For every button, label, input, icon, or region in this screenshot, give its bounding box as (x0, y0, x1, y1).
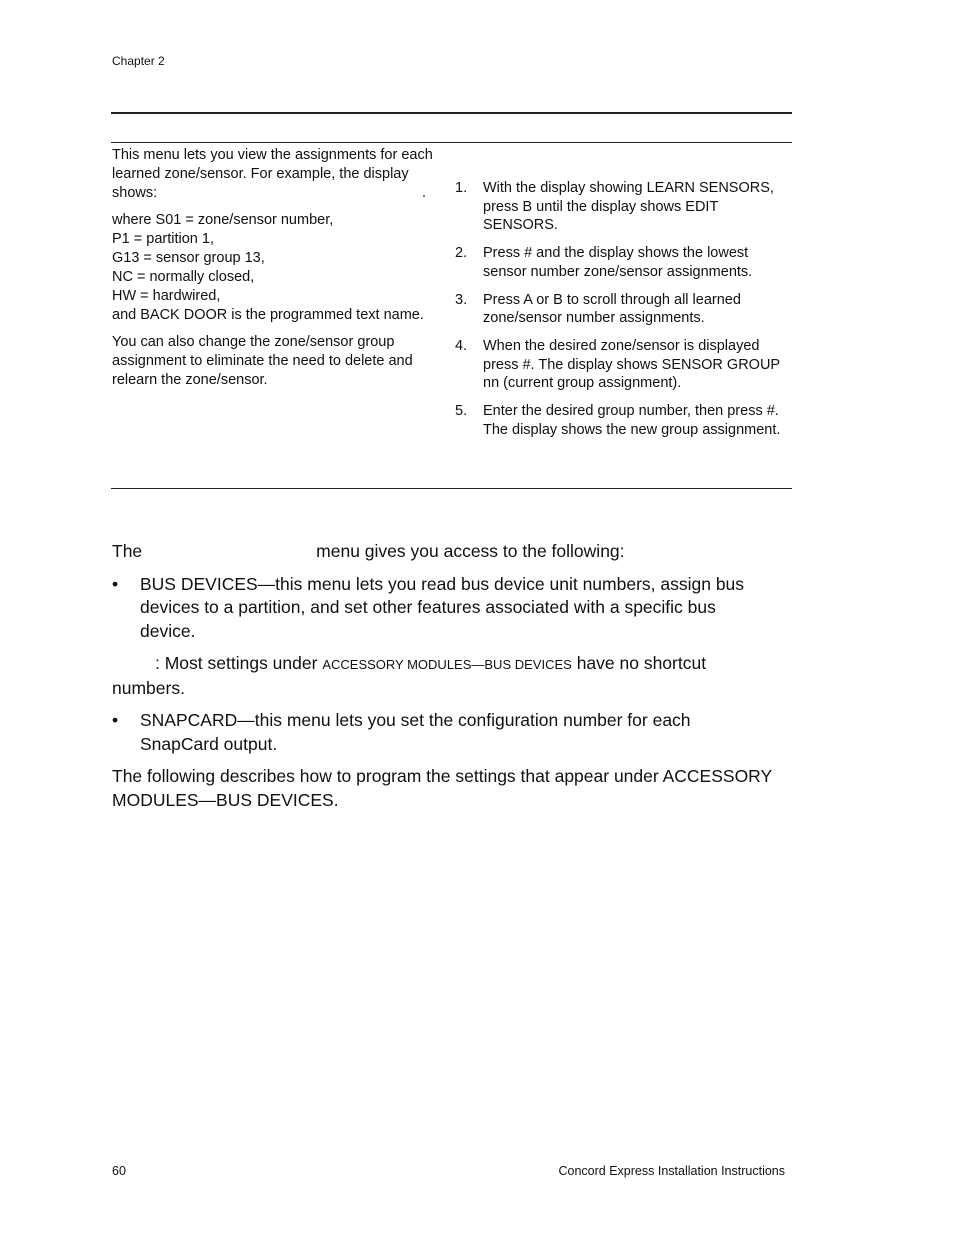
note-paragraph (112, 652, 772, 700)
lead-end: menu gives you access to the following: (316, 541, 625, 561)
where-line: G13 = sensor group 13, (112, 250, 265, 266)
bullet-item (112, 573, 772, 644)
where-line: HW = hardwired, (112, 288, 221, 304)
body-section (112, 540, 772, 821)
note-prefix: : Most settings under (155, 653, 318, 673)
note-menu-path: ACCESSORY MODULES—BUS DEVICES (322, 657, 572, 672)
step-text: Press # and the display shows the lowest sensor number zone/sensor assignments. (483, 245, 753, 280)
bullet-mark: • (112, 710, 119, 730)
bullet-text: BUS DEVICES—this menu lets you read bus device unit numbers, assign bus devices to a partition, and set other features associated with a specific bus device. (140, 573, 745, 641)
bullet-text: SNAPCARD—this menu lets you set the configuration number for each SnapCard output. (140, 710, 691, 754)
bullet-mark: • (112, 573, 119, 594)
intro-text: This menu lets you view the assignments for each learned zone/sensor. For example, the display shows: (112, 147, 433, 201)
top-rule (111, 112, 792, 114)
bullet-item (112, 709, 772, 756)
change-note: You can also change the zone/sensor group assignment to eliminate the need to delete and relearn the zone/sensor. (112, 334, 413, 388)
step-text: Enter the desired group number, then press #. The display shows the new group assignment. (483, 403, 781, 438)
where-line: and BACK DOOR is the programmed text name. (112, 307, 424, 323)
intro-period: . (422, 185, 427, 201)
intro-paragraph (112, 146, 437, 203)
step-number: 1. (455, 180, 468, 196)
step-number: 5. (455, 403, 468, 419)
lead-start: The (112, 541, 143, 561)
table-bottom-rule (111, 488, 792, 489)
step-item (455, 291, 787, 328)
step-item (455, 402, 787, 439)
step-text: With the display showing LEARN SENSORS, press B until the display shows EDIT SENSORS. (483, 180, 774, 233)
where-line: P1 = partition 1, (112, 231, 214, 247)
lead-paragraph (112, 540, 772, 564)
where-line: NC = normally closed, (112, 269, 255, 285)
where-list (112, 211, 437, 325)
closing-paragraph: The following describes how to program the settings that appear under ACCESSORY MODULES—BUS DEVICES. (112, 766, 772, 810)
step-item (455, 337, 787, 393)
step-number: 2. (455, 245, 468, 261)
step-text: When the desired zone/sensor is displayed press #. The display shows SENSOR GROUP nn (current group assignment). (483, 338, 780, 391)
where-line: where S01 = zone/sensor number, (112, 212, 334, 228)
step-item (455, 179, 787, 235)
procedure-steps (455, 179, 787, 449)
step-text: Press A or B to scroll through all learned zone/sensor number assignments. (483, 291, 741, 326)
document-title: Concord Express Installation Instructions (558, 1164, 785, 1178)
running-header: Chapter 2 (112, 54, 165, 68)
step-item (455, 244, 787, 281)
left-column (112, 146, 437, 398)
page-number: 60 (112, 1164, 126, 1178)
step-number: 3. (455, 291, 468, 308)
step-number: 4. (455, 338, 468, 354)
note-suffix: have no shortcut numbers. (112, 653, 707, 698)
table-top-rule (111, 142, 792, 143)
